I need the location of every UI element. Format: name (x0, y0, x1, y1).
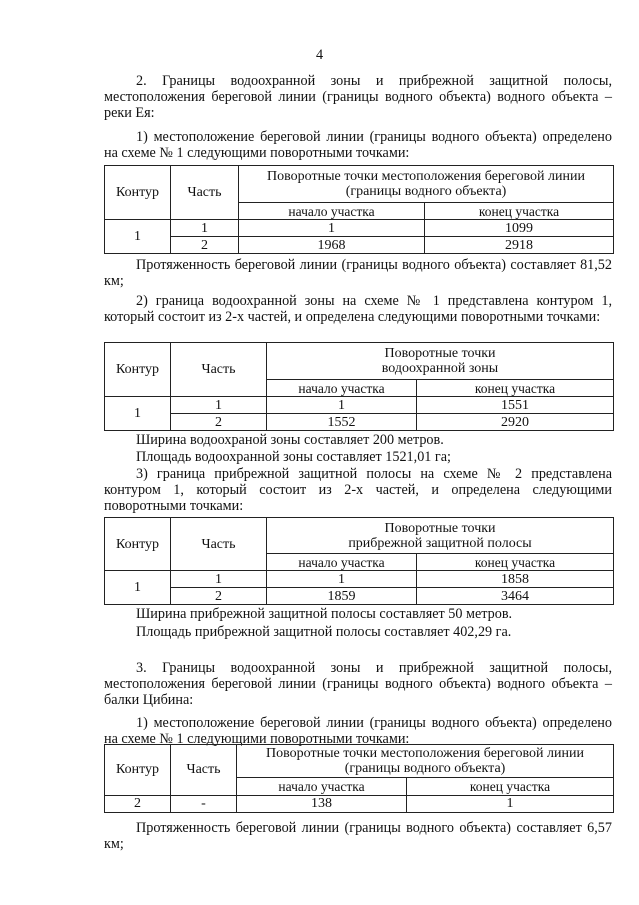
group-header: Поворотные точки местоположения береговой линии (границы водного объекта) (239, 166, 614, 203)
section3-heading: 3. Границы водоохранной зоны и прибрежной защитной полосы, местоположения береговой линии (границы водного объекта) водного объекта – балки Цибина: (104, 660, 612, 708)
table-row-start: 1 (267, 397, 417, 414)
table-row-end: 1858 (417, 571, 614, 588)
table-water-zone-ya (104, 342, 614, 431)
section2-strip-area-text: Площадь прибрежной защитной полосы составляет 402,29 га. (136, 624, 512, 640)
group-header: Поворотные точки местоположения береговой линии (границы водного объекта) (237, 745, 614, 778)
section2-item3: 3) граница прибрежной защитной полосы на схеме № 2 представлена контуром 1, который состоит из 2-х частей, и определена следующими поворотными точками: (104, 466, 612, 514)
section3-item1: 1) местоположение береговой линии (границы водного объекта) определено на схеме № 1 следующими поворотными точками: (104, 715, 612, 747)
table-row-end: 1 (407, 795, 614, 812)
page-number: 4 (315, 47, 324, 63)
col-part: Часть (171, 745, 237, 796)
table-row-part: 1 (171, 397, 267, 414)
section2-length-text: Протяженность береговой линии (границы водного объекта) составляет 81,52 км; (104, 257, 612, 289)
col-part: Часть (171, 166, 239, 220)
table-row-start: 1968 (239, 237, 425, 254)
table-row-start: 1859 (267, 588, 417, 605)
col-end: конец участка (425, 203, 614, 220)
group-header: Поворотные точки водоохранной зоны (267, 343, 614, 380)
table-row-end: 2918 (425, 237, 614, 254)
table-row-part: 1 (171, 571, 267, 588)
section2-heading: 2. Границы водоохранной зоны и прибрежной защитной полосы, местоположения береговой линии (границы водного объекта) водного объекта – реки Ея: (104, 73, 612, 121)
table-row-part: 2 (171, 588, 267, 605)
table-row-part: 1 (171, 220, 239, 237)
col-end: конец участка (417, 380, 614, 397)
section2-width-text: Ширина водоохраной зоны составляет 200 метров. (136, 432, 444, 448)
col-part: Часть (171, 518, 267, 571)
table-row-part: - (171, 795, 237, 812)
table-row-start: 1 (239, 220, 425, 237)
table-row-end: 1099 (425, 220, 614, 237)
col-contour: Контур (105, 166, 171, 220)
table-row-part: 2 (171, 414, 267, 431)
col-start: начало участка (239, 203, 425, 220)
table-row-end: 2920 (417, 414, 614, 431)
col-contour: Контур (105, 745, 171, 796)
col-end: конец участка (417, 554, 614, 571)
contour-cell: 1 (105, 397, 171, 431)
table-row-end: 3464 (417, 588, 614, 605)
col-start: начало участка (267, 554, 417, 571)
col-contour: Контур (105, 518, 171, 571)
table-row-end: 1551 (417, 397, 614, 414)
col-start: начало участка (237, 778, 407, 795)
table-row-start: 1 (267, 571, 417, 588)
section2-strip-width-text: Ширина прибрежной защитной полосы составляет 50 метров. (136, 606, 513, 622)
contour-cell: 2 (105, 795, 171, 812)
col-start: начало участка (267, 380, 417, 397)
section2-item1: 1) местоположение береговой линии (границы водного объекта) определено на схеме № 1 следующими поворотными точками: (104, 129, 612, 161)
col-contour: Контур (105, 343, 171, 397)
col-part: Часть (171, 343, 267, 397)
table-shoreline-tsibina (104, 744, 614, 813)
section2-item2: 2) граница водоохранной зоны на схеме № 1 представлена контуром 1, который состоит из 2-х частей, и определена следующими поворотными точками: (104, 293, 612, 325)
col-end: конец участка (407, 778, 614, 795)
section2-area-text: Площадь водоохранной зоны составляет 1521,01 га; (136, 449, 451, 465)
table-protective-strip-ya (104, 517, 614, 605)
table-row-start: 138 (237, 795, 407, 812)
table-row-start: 1552 (267, 414, 417, 431)
contour-cell: 1 (105, 220, 171, 254)
group-header: Поворотные точки прибрежной защитной полосы (267, 518, 614, 554)
table-row-part: 2 (171, 237, 239, 254)
contour-cell: 1 (105, 571, 171, 605)
table-shoreline-ya (104, 165, 614, 254)
section3-length-text: Протяженность береговой линии (границы водного объекта) составляет 6,57 км; (104, 820, 612, 852)
